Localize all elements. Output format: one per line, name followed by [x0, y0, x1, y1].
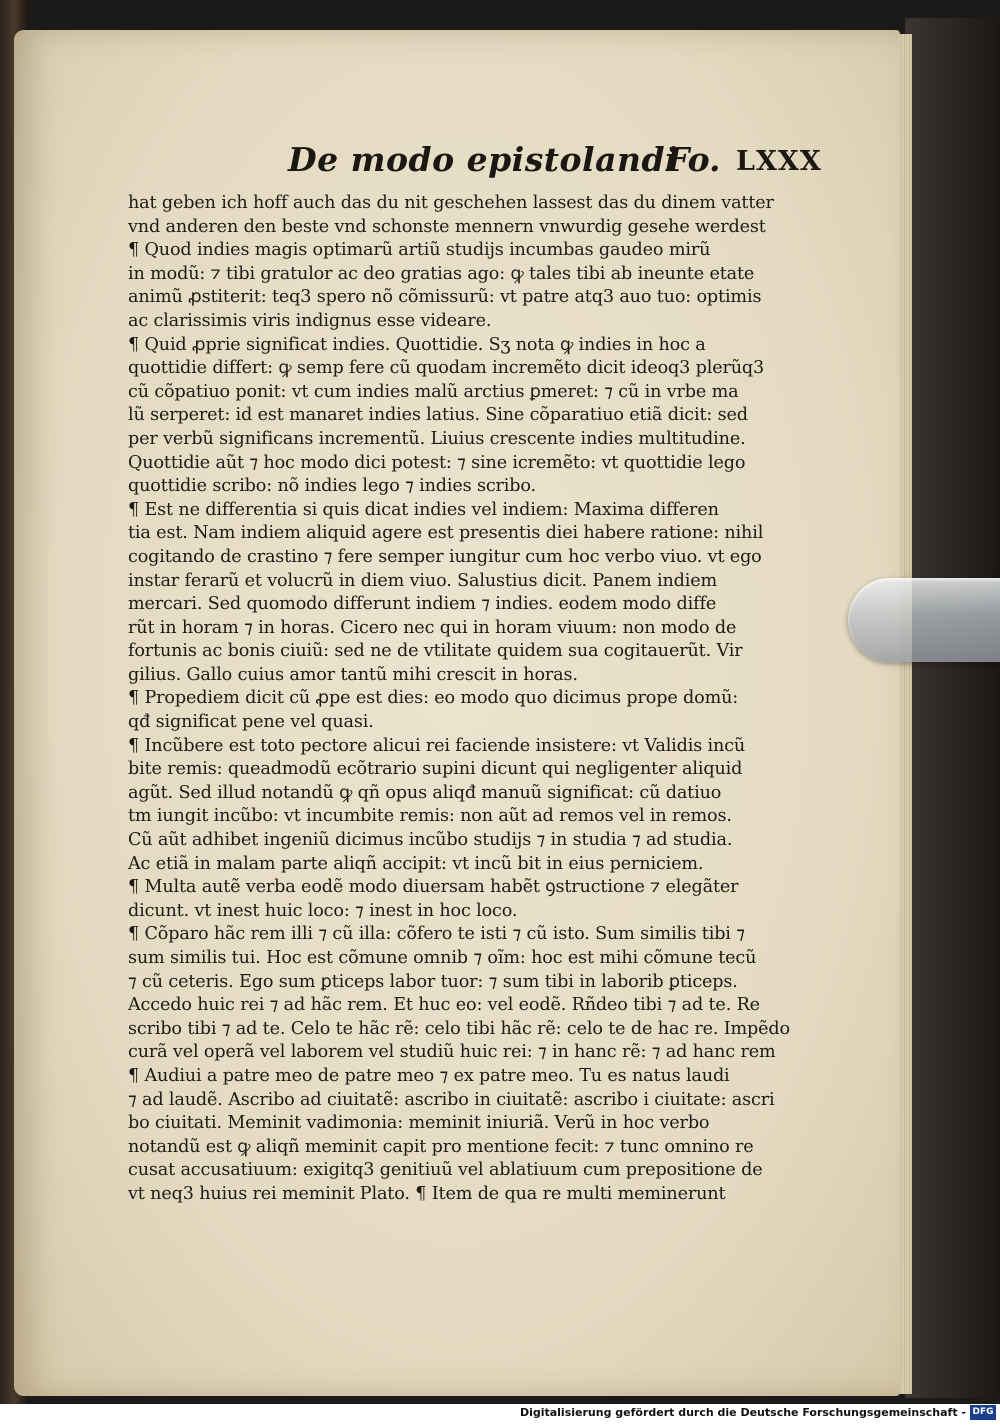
text-line: scribo tibi ⁊ ad te. Celo te hãc rẽ: celo tibi hãc rẽ: celo te de hac re. Impẽdo [128, 1018, 790, 1039]
text-line: ¶ Incũbere est toto pectore alicui rei faciende insistere: vt Validis incũ [128, 735, 746, 756]
text-line: curã vel operã vel laborem vel studiũ huic rei: ⁊ in hanc rẽ: ⁊ ad hanc rem [128, 1042, 776, 1063]
running-header [288, 140, 828, 186]
running-title: De modo epistolandi [288, 140, 679, 179]
folio-label: Fo. [666, 140, 721, 179]
text-line: fortunis ac bonis ciuiũ: sed ne de vtilitate quidem sua cogitauerũt. Vir [128, 641, 743, 662]
text-line: animũ ꝓstiterit: teq3 spero nõ cõmissurũ: vt patre atq3 auo tuo: optimis [128, 287, 762, 308]
text-line: ¶ Multa autẽ verba eodẽ modo diuersam habẽt ꝯstructione ⁊ elegãter [128, 877, 739, 898]
text-line: cogitando de crastino ⁊ fere semper iungitur cum hoc verbo viuo. vt ego [128, 546, 762, 567]
text-line: gilius. Gallo cuius amor tantũ mihi crescit in horas. [128, 664, 578, 685]
text-line: cusat accusatiuum: exigitq3 genitiuũ vel ablatiuum cum prepositione de [128, 1160, 763, 1181]
text-line: vt neq3 huius rei meminit Plato. ¶ Item de qua re multi meminerunt [128, 1183, 726, 1204]
text-line: Accedo huic rei ⁊ ad hãc rem. Et huc eo: vel eodẽ. Rñdeo tibi ⁊ ad te. Re [128, 995, 760, 1016]
text-line: quottidie scribo: nõ indies lego ⁊ indies scribo. [128, 476, 536, 497]
text-line: quottidie differt: ꝙ semp fere cũ quodam incremẽto dicit ideoq3 plerũq3 [128, 358, 765, 379]
text-line: qđ significat pene vel quasi. [128, 712, 374, 733]
text-line: lũ serperet: id est manaret indies latius. Sine cõparatiuo etiã dicit: sed [128, 405, 748, 426]
text-line: ⁊ ad laudẽ. Ascribo ad ciuitatẽ: ascribo in ciuitatẽ: ascribo i ciuitate: ascri [128, 1089, 775, 1110]
funding-credit: Digitalisierung gefördert durch die Deutsche Forschungsgemeinschaft - [519, 1406, 966, 1419]
text-line: sum similis tui. Hoc est cõmune omnib ⁊ oĩm: hoc est mihi cõmune tecũ [128, 948, 757, 968]
text-line: in modũ: ⁊ tibi gratulor ac deo gratias ago: ꝙ tales tibi ab ineunte etate [128, 263, 755, 284]
text-line: hat geben ich hoff auch das du nit geschehen lassest das du dinem vatter [128, 193, 774, 213]
text-line: Ac etiã in malam parte aliqñ accipit: vt incũ bit in eius perniciem. [128, 853, 704, 874]
text-line: instar ferarũ et volucrũ in diem viuo. Salustius dicit. Panem indiem [128, 570, 718, 591]
text-line: bite remis: queadmodũ ecõtrario supini dicunt qui negligenter aliquid [128, 759, 743, 780]
text-line: tia est. Nam indiem aliquid agere est presentis diei habere ratione: nihil [128, 523, 764, 544]
text-line: notandũ est ꝙ aliqñ meminit capit pro mentione fecit: ⁊ tunc omnino re [128, 1136, 754, 1157]
dfg-logo-icon: DFG [970, 1405, 996, 1420]
text-line: tm iungit incũbo: vt incumbite remis: non aũt ad remos vel in remos. [128, 806, 732, 827]
text-line: vnd anderen den beste vnd schonste mennern vnwurdig gesehe werdest [128, 216, 766, 237]
book-cover-right [905, 18, 1000, 1398]
text-line: Cũ aũt adhibet ingeniũ dicimus incũbo studijs ⁊ in studia ⁊ ad studia. [128, 830, 733, 851]
text-line: Quottidie aũt ⁊ hoc modo dici potest: ⁊ sine icremẽto: vt quottidie lego [128, 452, 746, 473]
text-line: ¶ Propediem dicit cũ ꝓpe est dies: eo modo quo dicimus prope domũ: [128, 688, 739, 709]
text-line: ⁊ cũ ceteris. Ego sum ꝑticeps labor tuor: ⁊ sum tibi in laborib ꝑticeps. [128, 971, 738, 992]
text-line: mercari. Sed quomodo differunt indiem ⁊ indies. eodem modo diffe [128, 594, 717, 615]
text-line: ¶ Cõparo hãc rem illi ⁊ cũ illa: cõfero te isti ⁊ cũ isto. Sum similis tibi ⁊ [128, 924, 745, 945]
text-line: ¶ Quid ꝓprie significat indies. Quottidie. Sʒ nota ꝙ indies in hoc a [128, 334, 706, 355]
glass-page-weight [848, 578, 1000, 662]
text-line: ¶ Audiui a patre meo de patre meo ⁊ ex patre meo. Tu es natus laudi [128, 1065, 730, 1086]
text-line: bo ciuitati. Meminit vadimonia: meminit iniuriã. Verũ in hoc verbo [128, 1113, 710, 1134]
text-line: rũt in horam ⁊ in horas. Cicero nec qui in horam viuum: non modo de [128, 617, 737, 638]
text-line: per verbũ significans incrementũ. Liuius crescente indies multitudine. [128, 428, 746, 449]
text-line: ¶ Quod indies magis optimarũ artiũ studijs incumbas gaudeo mirũ [128, 240, 711, 261]
text-line: ¶ Est ne differentia si quis dicat indies vel indiem: Maxima differen [128, 499, 719, 520]
text-line: cũ cõpatiuo ponit: vt cum indies malũ arctius ꝑmeret: ⁊ cũ in vrbe ma [128, 381, 739, 402]
text-line: ac clarissimis viris indignus esse videare. [128, 310, 492, 331]
body-text [128, 192, 828, 1207]
text-line: dicunt. vt inest huic loco: ⁊ inest in hoc loco. [128, 900, 518, 921]
text-line: agũt. Sed illud notandũ ꝙ qñ opus aliqđ manuũ significat: cũ datiuo [128, 782, 722, 803]
folio-number: LXXX [736, 146, 822, 177]
